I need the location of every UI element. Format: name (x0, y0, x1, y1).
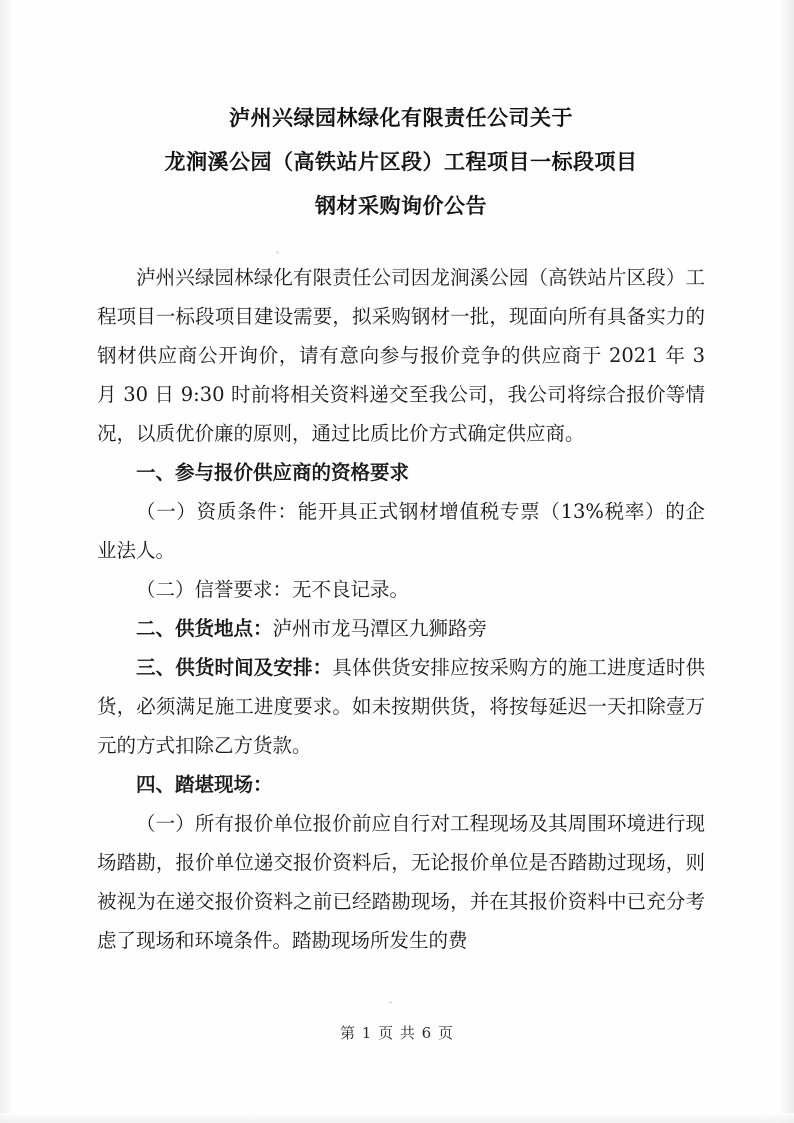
section-two (97, 609, 705, 648)
heading-section-four: 四、踏堪现场： (136, 773, 273, 796)
item-one-two: （二）信誉要求：无不良记录。 (136, 578, 410, 601)
section-three-label: 三、供货时间及安排： (136, 656, 333, 679)
page-footer: 第 1 页 共 6 页 (340, 1024, 454, 1042)
title-line-3: 钢材采购询价公告 (315, 193, 487, 218)
title-line-2: 龙涧溪公园（高铁站片区段）工程项目一标段项目 (164, 149, 638, 174)
paragraph-intro: 泸州兴绿园林绿化有限责任公司因龙涧溪公园（高铁站片区段）工程项目一标段项目建设需要，拟采购钢材一批，现面向所有具备实力的钢材供应商公开询价，请有意向参与报价竞争的供应商于 2021 年 3 月 30 日 9:30 时前将相关资料递交至我公司，我公司将综合报价等情况，以质优价廉的原则，通过比质比价方式确定供应商。 (97, 266, 705, 445)
section-three-text: 具体供货安排应按采购方的施工进度适时供货，必须满足施工进度要求。如未按期供货，将按每延迟一天扣除壹万元的方式扣除乙方货款。 (97, 656, 705, 757)
section-three (97, 648, 705, 765)
heading-section-one: 一、参与报价供应商的资格要求 (136, 461, 410, 484)
title-line-1: 泸州兴绿园林绿化有限责任公司关于 (229, 105, 573, 130)
scan-edge-left (0, 0, 14, 1123)
scan-speck (389, 1001, 392, 1004)
document-content (97, 96, 705, 960)
section-two-label: 二、供货地点： (136, 617, 273, 640)
section-two-value: 泸州市龙马潭区九狮路旁 (272, 617, 488, 640)
item-one-one: （一）资质条件：能开具正式钢材增值税专票（13%税率）的企业法人。 (97, 500, 705, 562)
scan-edge-right (778, 0, 794, 1123)
scan-edge-bottom (0, 1113, 794, 1123)
document-body (97, 258, 705, 960)
item-four-one: （一）所有报价单位报价前应自行对工程现场及其周围环境进行现场踏勘，报价单位递交报价资料后，无论报价单位是否踏勘过现场，则被视为在递交报价资料之前已经踏勘现场，并在其报价资料中已充分考虑了现场和环境条件。踏勘现场所发生的费 (97, 812, 705, 952)
document-title (97, 96, 705, 228)
